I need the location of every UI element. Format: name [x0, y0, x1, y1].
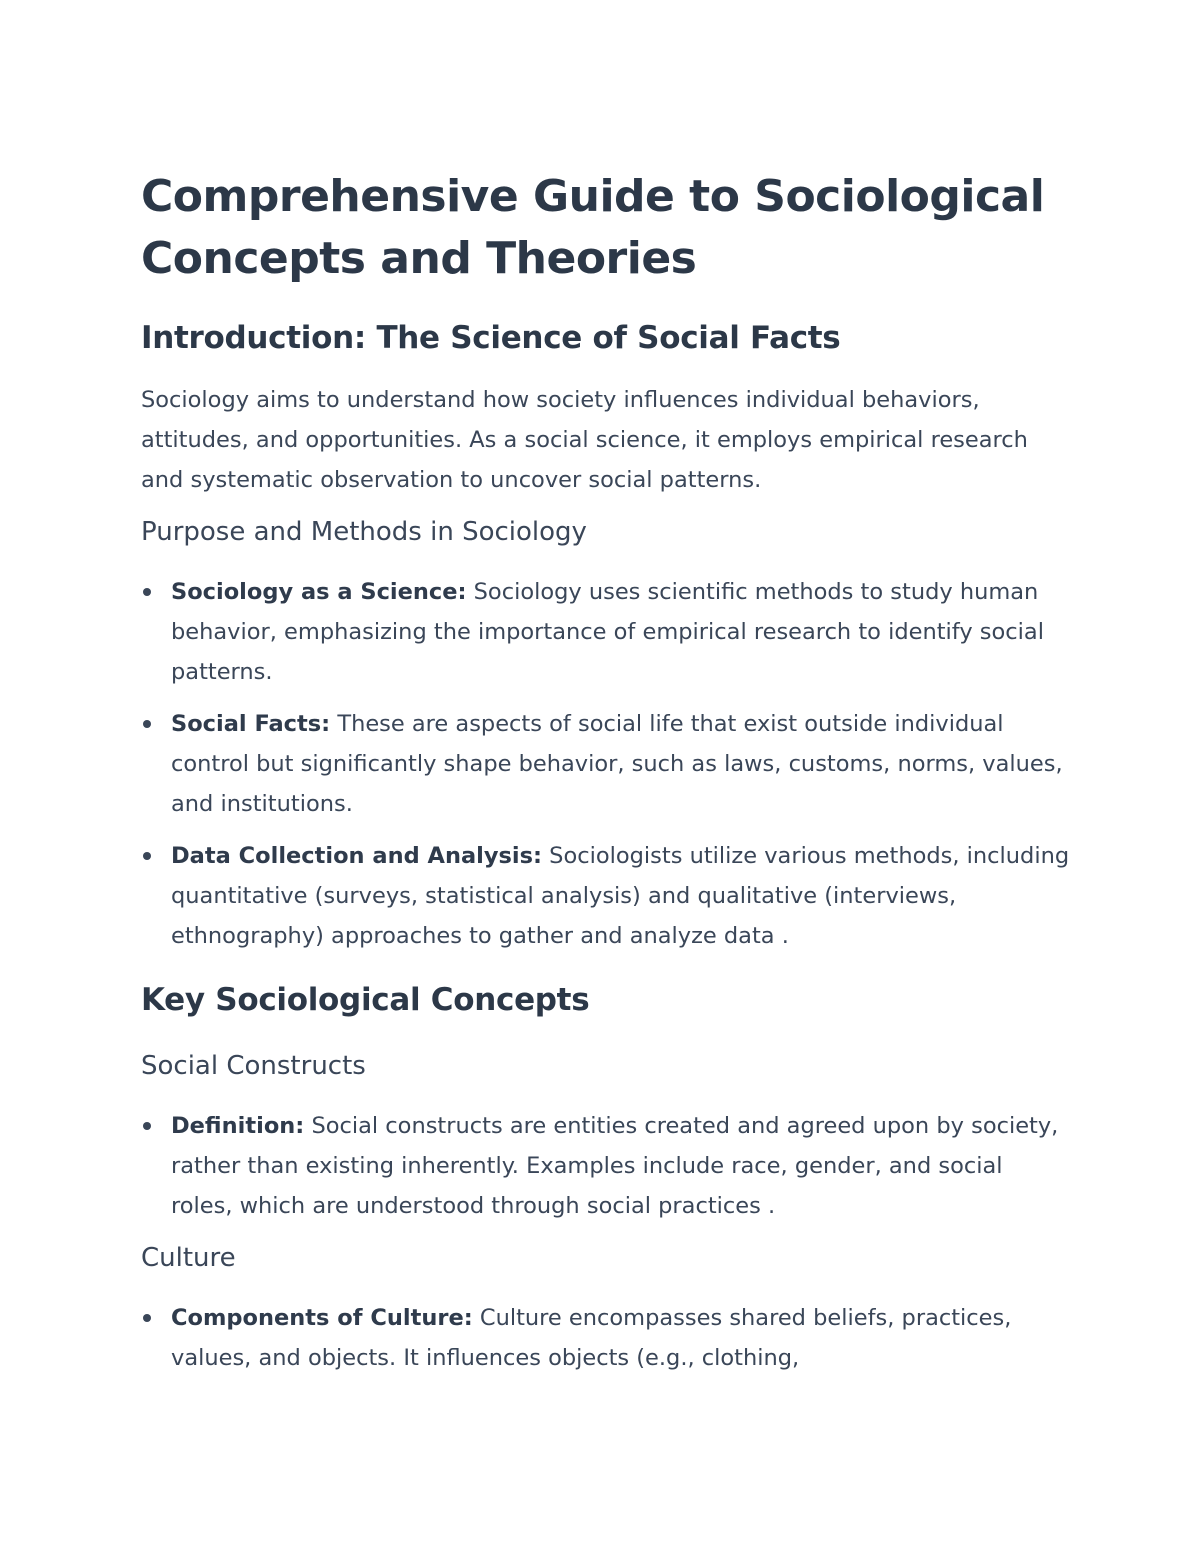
bullet-icon: [143, 720, 151, 728]
list-item-text: Sociologists utilize various methods, including quantitative (surveys, statistical analysis) and qualitative (interviews, ethnography) approaches to gather and analyze data .: [171, 843, 1070, 949]
document-page: [141, 166, 1071, 1378]
subsection-heading-purpose-methods: Purpose and Methods in Sociology: [141, 517, 587, 547]
subsection-heading-culture: Culture: [141, 1243, 236, 1273]
list-item: [141, 572, 1071, 692]
bullet-icon: [143, 588, 151, 596]
list-item-term: Social Facts:: [171, 711, 331, 737]
list-item-text: Social constructs are entities created and agreed upon by society, rather than existing inherently. Examples include race, gender, and social roles, which are understood through social practices .: [171, 1113, 1059, 1219]
list-item-term: Components of Culture:: [171, 1305, 473, 1331]
subsection-heading-social-constructs: Social Constructs: [141, 1051, 366, 1081]
list-item-text: Culture encompasses shared beliefs, practices, values, and objects. It influences objects (e.g., clothing,: [171, 1305, 1012, 1371]
purpose-methods-list: [141, 572, 1071, 956]
list-item: [141, 1298, 1071, 1378]
list-item: [141, 1106, 1071, 1226]
list-item: [141, 704, 1071, 824]
list-item-text: These are aspects of social life that exist outside individual control but significantly shape behavior, such as laws, customs, norms, values, and institutions.: [171, 711, 1063, 817]
section-heading-introduction: Introduction: The Science of Social Facts: [141, 320, 841, 356]
social-constructs-list: [141, 1106, 1071, 1226]
bullet-icon: [143, 1314, 151, 1322]
bullet-icon: [143, 1122, 151, 1130]
bullet-icon: [143, 852, 151, 860]
list-item-term: Sociology as a Science:: [171, 579, 467, 605]
intro-paragraph: Sociology aims to understand how society influences individual behaviors, attitudes, and opportunities. As a social science, it employs empirical research and systematic observation to uncover social patterns.: [141, 387, 1028, 493]
list-item-text: Sociology uses scientific methods to study human behavior, emphasizing the importance of empirical research to identify social patterns.: [171, 579, 1044, 685]
list-item: [141, 836, 1071, 956]
document-title: Comprehensive Guide to Sociological Concepts and Theories: [141, 171, 1045, 284]
section-heading-key-concepts: Key Sociological Concepts: [141, 982, 590, 1018]
list-item-term: Data Collection and Analysis:: [171, 843, 543, 869]
culture-list: [141, 1298, 1071, 1378]
list-item-term: Definition:: [171, 1113, 305, 1139]
